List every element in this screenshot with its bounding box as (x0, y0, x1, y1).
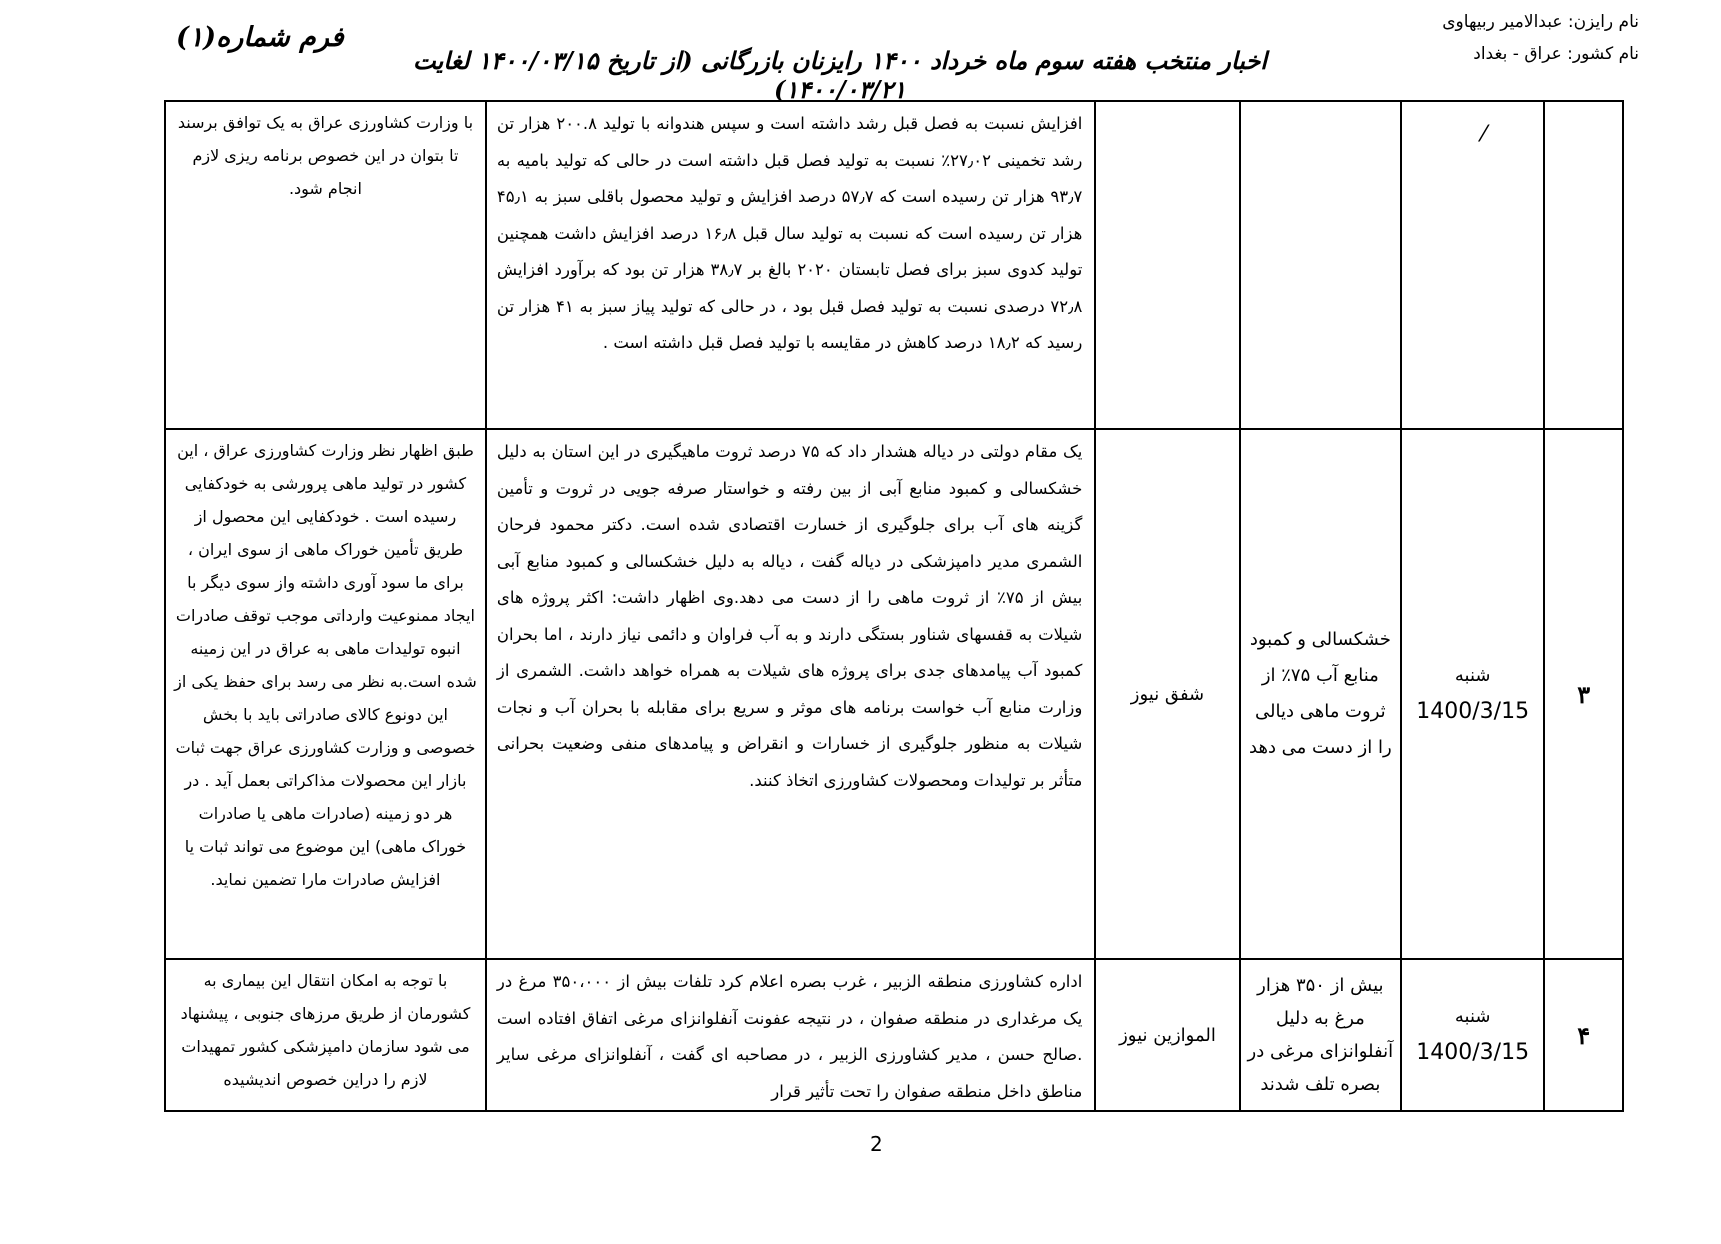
table-row (165, 101, 1623, 429)
reporter-name: نام رایزن: عبدالامیر ربیهاوی (1442, 12, 1639, 32)
row-date-cell (1401, 959, 1544, 1111)
row-suggestion-cell: با توجه به امکان انتقال این بیماری به کشورمان از طریق مرزهای جنوبی ، پیشنهاد می شود سازمان دامپزشکی کشور تمهیدات لازم را دراین خصوص اندیشیده (165, 959, 486, 1111)
page-title: اخبار منتخب هفته سوم ماه خرداد ۱۴۰۰ رایزنان بازرگانی (از تاریخ ۱۴۰۰/۰۳/۱۵ لغایت ۱۴۰۰/۰۳/۲۱) (413, 46, 1267, 104)
row-date-day: شنبه (1454, 1006, 1491, 1027)
row-title-cell (1240, 101, 1401, 429)
row-source-cell (1095, 101, 1239, 429)
row-title-cell: بیش از ۳۵۰ هزار مرغ به دلیل آنفلوانزای مرغی در بصره تلف شدند (1240, 959, 1401, 1111)
row-body-cell: اداره کشاورزی منطقه الزبیر ، غرب بصره اعلام کرد تلفات بیش از ۳۵۰،۰۰۰ مرغ در یک مرغداری در منطقه صفوان ، در نتیجه عفونت آنفلوانزای مرغی اتفاق افتاده است .صالح حسن ، مدیر کشاورزی الزبیر ، در مصاحبه ای گفت ، آنفلوانزای مرغی سایر مناطق داخل منطقه صفوان را تحت تأثیر قرار (486, 959, 1095, 1111)
row-date-cell (1401, 429, 1544, 959)
form-number: فرم شماره(۱) (176, 22, 344, 53)
row-number-cell (1544, 101, 1623, 429)
row-number-cell: ۴ (1544, 959, 1623, 1111)
news-table (164, 100, 1624, 1112)
row-body-cell: یک مقام دولتی در دیاله هشدار داد که ۷۵ درصد ثروت ماهیگیری در این استان به دلیل خشکسالی و کمبود منابع آبی از بین رفته و خواستار صرفه جویی در ثروت و تأمین گزینه های آب برای جلوگیری از خسارت اقتصادی شده است. دکتر محمود فرحان الشمری مدیر دامپزشکی در دیاله گفت ، دیاله به دلیل خشکسالی و کمبود منابع آبی بیش از ۷۵٪ از ثروت ماهی را از دست می دهد.وی اظهار داشت: اکثر پروژه های شیلات به قفسهای شناور بستگی دارند و به آب فراوان و دائمی نیاز دارند ، اما بحران کمبود آب پیامدهای جدی برای پروژه های شیلات به همراه خواهد داشت. الشمری از وزارت منابع آب خواست برنامه های موثر و سریع برای مقابله با بحران آب و نجات شیلات به منظور جلوگیری از خسارات و انقراض و پیامدهای منفی وضعیت بحرانی متأثر بر تولیدات ومحصولات کشاورزی اتخاذ کنند. (486, 429, 1095, 959)
table-row (165, 959, 1623, 1111)
row-title-cell: خشکسالی و کمبود منابع آب ۷۵٪ از ثروت ماهی دیالی را از دست می دهد (1240, 429, 1401, 959)
row-date-value: 1400/3/15 (1416, 1040, 1530, 1065)
row-number-cell: ۳ (1544, 429, 1623, 959)
check-mark-icon: ⁄ (1482, 122, 1486, 147)
row-date-day: شنبه (1454, 665, 1491, 686)
table-row (165, 429, 1623, 959)
row-body-cell: افزایش نسبت به فصل قبل رشد داشته است و سپس هندوانه با تولید ۲۰۰.۸ هزار تن رشد تخمینی ۲۷٫۰۲٪ نسبت به تولید فصل قبل داشته است در حالی که تولید بامیه به ۹۳٫۷ هزار تن رسیده است که ۵۷٫۷ درصد افزایش و تولید محصول باقلی سبز به ۴۵٫۱ هزار تن رسیده است که نسبت به تولید سال قبل ۱۶٫۸ درصد افزایش داشت همچنین تولید کدوی سبز برای فصل تابستان ۲۰۲۰ بالغ بر ۳۸٫۷ هزار تن بود که برآورد افزایش ۷۲٫۸ درصدی نسبت به تولید فصل قبل بود ، در حالی که تولید پیاز سبز به ۴۱ هزار تن رسید که ۱۸٫۲ درصد کاهش در مقایسه با تولید فصل قبل داشته است . (486, 101, 1095, 429)
row-source-cell: الموازین نیوز (1095, 959, 1239, 1111)
row-suggestion-cell: با وزارت کشاورزی عراق به یک توافق برسند تا بتوان در این خصوص برنامه ریزی لازم انجام شود. (165, 101, 486, 429)
row-date-value: 1400/3/15 (1416, 699, 1530, 724)
report-info (1442, 6, 1639, 70)
row-source-cell: شفق نیوز (1095, 429, 1239, 959)
page-number: 2 (870, 1132, 883, 1156)
row-date-cell (1401, 101, 1544, 429)
row-suggestion-cell: طبق اظهار نظر وزارت کشاورزی عراق ، این کشور در تولید ماهی پرورشی به خودکفایی رسیده است . خودکفایی این محصول از طریق تأمین خوراک ماهی از سوی ایران ، برای ما سود آوری داشته واز سوی دیگر با ایجاد ممنوعیت وارداتی موجب توقف صادرات انبوه تولیدات ماهی به عراق در این زمینه شده است.به نظر می رسد برای حفظ یکی از این دونوع کالای صادراتی باید با بخش خصوصی و وزارت کشاورزی عراق جهت ثبات بازار این محصولات مذاکراتی بعمل آید . در هر دو زمینه (صادرات ماهی یا صادرات خوراک ماهی) این موضوع می تواند ثبات یا افزایش صادرات مارا تضمین نماید. (165, 429, 486, 959)
country-name: نام کشور: عراق - بغداد (1473, 44, 1639, 64)
